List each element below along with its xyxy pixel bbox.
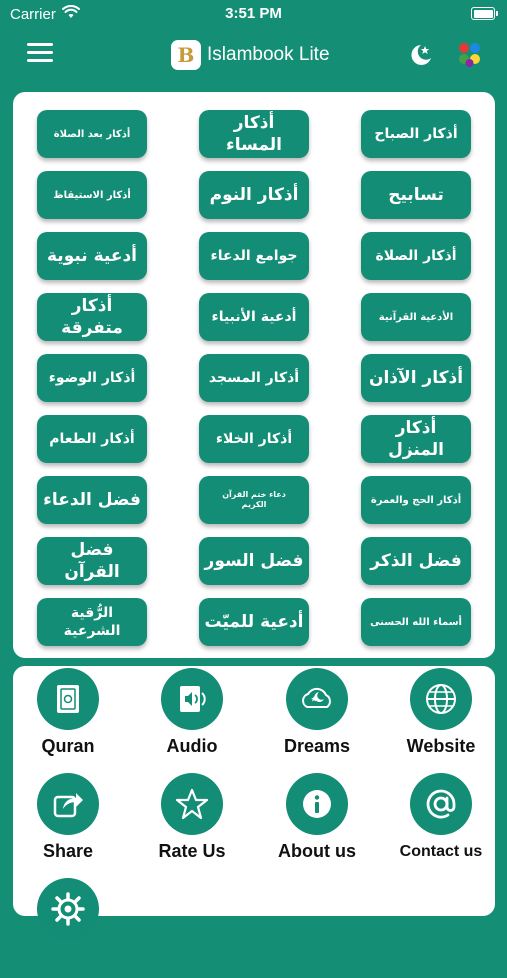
share-icon [52,789,84,819]
about-us-tile[interactable] [262,773,372,873]
audio-tile[interactable] [137,668,247,768]
dreams-icon [299,683,335,715]
adhkar-grid [13,92,495,658]
dua-button-toilet-adhkar[interactable]: أذكار الخلاء [199,415,309,463]
dua-button-tasabeeh[interactable]: تسابيح [361,171,471,219]
at-icon [424,787,458,821]
contact-us-tile[interactable] [386,773,496,873]
dua-button-comprehensive-duas[interactable]: جوامع الدعاء [199,232,309,280]
status-bar [0,0,507,30]
dua-button-sleep-adhkar[interactable]: أذكار النوم [199,171,309,219]
app-title: Islambook Lite [207,44,330,65]
dua-button-hajj-umrah[interactable]: أذكار الحج والعمرة [361,476,471,524]
menu-icon [27,43,53,62]
dua-button-virtue-of-surahs[interactable]: فضل السور [199,537,309,585]
rate-us-label: Rate Us [158,841,226,861]
about-us-label: About us [278,841,356,861]
dua-button-virtue-of-dhikr[interactable]: فضل الذكر [361,537,471,585]
quran-tile[interactable] [13,668,123,768]
share-label: Share [42,841,94,861]
app-logo-icon: B [171,40,201,70]
dua-button-prayer-adhkar[interactable]: أذكار الصلاة [361,232,471,280]
dua-button-prophetic-duas[interactable]: أدعية نبوية [37,232,147,280]
dua-button-after-prayer[interactable]: أذكار بعد الصلاة [37,110,147,158]
share-tile[interactable] [13,773,123,873]
audio-icon [176,683,208,715]
dua-button-virtue-of-quran[interactable]: فضل القرآن [37,537,147,585]
website-tile[interactable] [386,668,496,768]
dua-button-evening-adhkar[interactable]: أذكار المساء [199,110,309,158]
quran-icon [53,683,83,715]
star-icon [175,787,209,821]
dua-button-prophets-duas[interactable]: أدعية الأنبياء [199,293,309,341]
navbar [0,30,507,80]
dua-button-misc-adhkar[interactable]: أذكار متفرقة [37,293,147,341]
dua-button-adhan-adhkar[interactable]: أذكار الآذان [361,354,471,402]
dua-button-mosque-adhkar[interactable]: أذكار المسجد [199,354,309,402]
brand [171,40,330,70]
dua-button-waking-adhkar[interactable]: أذكار الاستيقاظ [37,171,147,219]
moon-star-icon [405,40,435,70]
night-mode-button[interactable] [405,40,435,70]
dua-button-food-adhkar[interactable]: أذكار الطعام [37,415,147,463]
menu-button[interactable] [27,43,53,65]
globe-icon [424,682,458,716]
website-label: Website [406,736,476,756]
features-panel [13,666,495,916]
dua-button-khatm-quran[interactable]: دعاء ختم القرآن الكريم [199,476,309,524]
battery-icon [471,7,495,20]
dua-button-names-of-allah[interactable]: أسماء الله الحسنى [361,598,471,646]
dua-button-wudu-adhkar[interactable]: أذكار الوضوء [37,354,147,402]
audio-label: Audio [166,736,218,756]
dreams-label: Dreams [283,736,351,756]
quran-label: Quran [41,736,95,756]
dua-button-ruqyah[interactable]: الرُّقية الشرعية [37,598,147,646]
color-palette-icon [455,41,483,69]
info-icon [301,788,333,820]
theme-color-button[interactable] [455,41,483,69]
dreams-tile[interactable] [262,668,372,768]
carrier-label: Carrier [10,6,56,23]
contact-us-label: Contact us [399,843,483,860]
dua-button-home-adhkar[interactable]: أذكار المنزل [361,415,471,463]
gear-icon [51,892,85,926]
status-time: 3:51 PM [225,5,282,22]
rate-us-tile[interactable] [137,773,247,873]
dua-button-morning-adhkar[interactable]: أذكار الصباح [361,110,471,158]
dua-button-quranic-duas[interactable]: الأدعية القرآنية [361,293,471,341]
dua-button-duas-for-deceased[interactable]: أدعية للميّت [199,598,309,646]
dua-button-virtue-of-dua[interactable]: فضل الدعاء [37,476,147,524]
settings-tile[interactable] [13,878,123,978]
